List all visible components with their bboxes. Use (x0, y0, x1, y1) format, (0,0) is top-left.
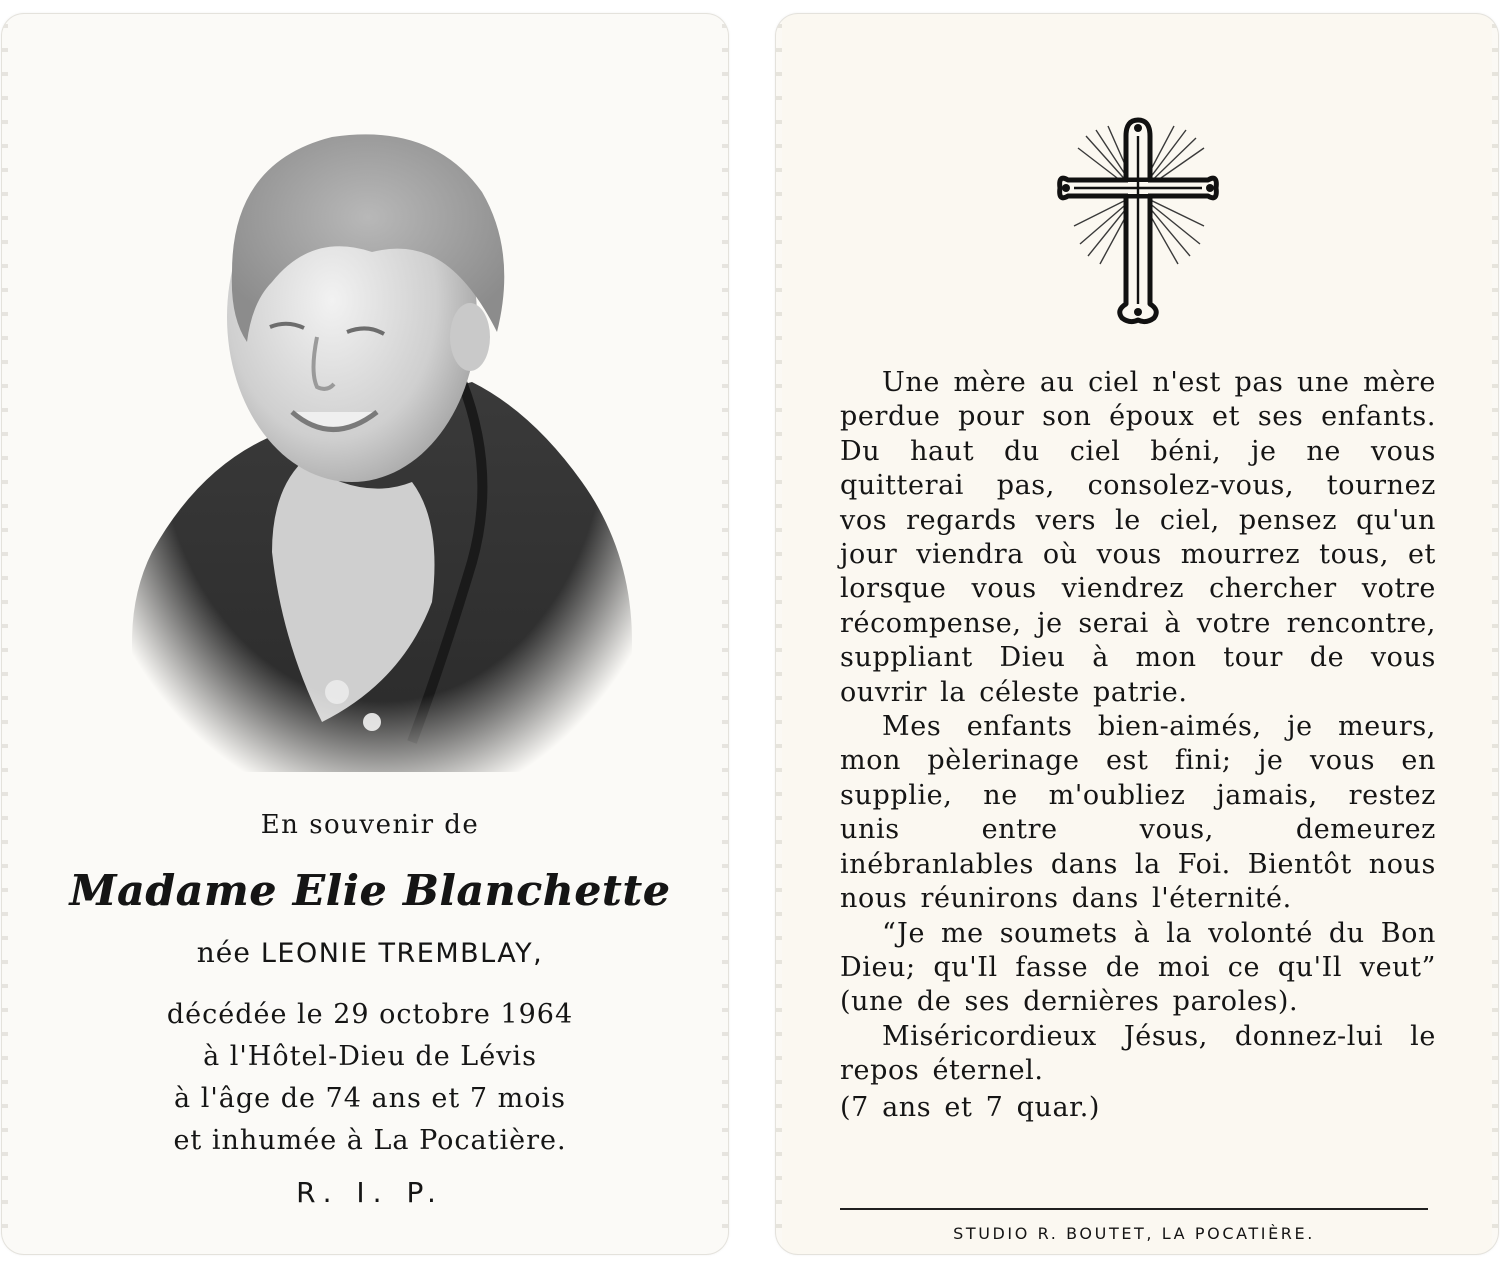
memorial-card-front (2, 14, 728, 1254)
radiant-cross-icon (1054, 114, 1222, 326)
maiden-prefix: née (196, 936, 251, 969)
burial-line: et inhumée à La Pocatière. (173, 1125, 567, 1156)
prayer-paragraph-1: Une mère au ciel n'est pas une mère perdue pour son époux et ses enfants. Du haut du ciel béni, je ne vous quitterai pas, consolez-vous, tournez vos regards vers le ciel, pensez qu'un jour viendra où vous mourrez tous, et lorsque vous viendrez chercher votre récompense, je serai à votre rencontre, suppliant Dieu à mon tour de vous ouvrir la céleste patrie. (840, 367, 1436, 708)
rip-text: R. I. P. (296, 1176, 444, 1209)
studio-credit: STUDIO R. BOUTET, LA POCATIÈRE. (953, 1224, 1315, 1243)
intro-text: En souvenir de (260, 810, 480, 840)
prayer-paragraph-2: Mes enfants bien-aimés, je meurs, mon pèlerinage est fini; je vous en supplie, ne m'oubliez jamais, restez unis entre vous, demeurez inébranlables dans la Foi. Bientôt nous nous réunirons dans l'éternité. (840, 711, 1436, 915)
portrait-photo (112, 82, 652, 772)
maiden-name-line (2, 936, 728, 969)
death-place-line: à l'Hôtel-Dieu de Lévis (203, 1041, 537, 1072)
footer-divider (840, 1208, 1428, 1210)
indulgence-note: (7 ans et 7 quar.) (840, 1091, 1101, 1123)
death-details (2, 994, 728, 1162)
maiden-name: LEONIE TREMBLAY, (260, 938, 544, 969)
deceased-name: Madame Elie Blanchette (69, 866, 671, 915)
prayer-paragraph-3: “Je me soumets à la volonté du Bon Dieu; qu'Il fasse de moi ce qu'Il veut” (une de ses dernières paroles). (840, 917, 1436, 1018)
memorial-card-back (776, 14, 1498, 1254)
memorial-prayer (840, 366, 1436, 1125)
death-date-line: décédée le 29 octobre 1964 (166, 999, 574, 1030)
age-line: à l'âge de 74 ans et 7 mois (174, 1083, 566, 1114)
prayer-paragraph-4: Miséricordieux Jésus, donnez-lui le repos éternel. (840, 1020, 1436, 1087)
